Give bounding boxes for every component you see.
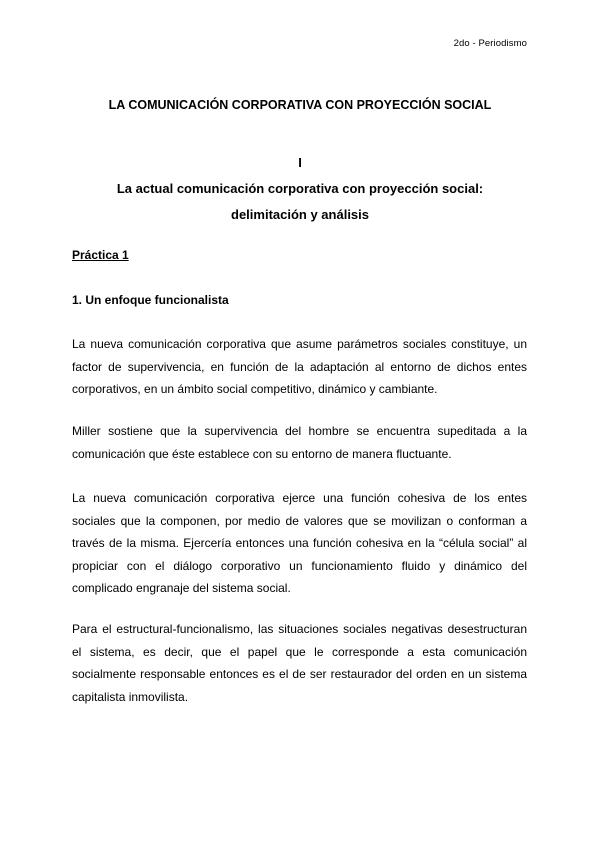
chapter-title-line-1: La actual comunicación corporativa con proyección social: bbox=[116, 181, 484, 196]
header-note: 2do - Periodismo bbox=[453, 38, 527, 49]
paragraph: La nueva comunicación corporativa ejerce una función cohesiva de los entes sociales que la componen, por medio de valores que se movilizan o conforman a través de la misma. Ejercería entonces una función cohesiva en la “célula social” al propiciar con el diálogo corporativo un funcionamiento fluido y dinámico del complicado engranaje del sistema social. bbox=[72, 491, 527, 595]
paragraph: La nueva comunicación corporativa que asume parámetros sociales constituye, un factor de supervivencia, en función de la adaptación al entorno de dichos entes corporativos, en un ámbito social competitivo, dinámico y cambiante. bbox=[72, 337, 527, 396]
chapter-heading bbox=[0, 150, 600, 228]
paragraph: Para el estructural-funcionalismo, las situaciones sociales negativas desestructuran el sistema, es decir, que el papel que le corresponde a esta comunicación socialmente responsable entonces es el de ser restaurador del orden en un sistema capitalista inmovilista. bbox=[72, 622, 527, 704]
document-title: LA COMUNICACIÓN CORPORATIVA CON PROYECCIÓN SOCIAL bbox=[108, 98, 492, 112]
practice-heading: Práctica 1 bbox=[72, 248, 129, 262]
section-heading: 1. Un enfoque funcionalista bbox=[72, 293, 229, 307]
chapter-title-line-2: delimitación y análisis bbox=[231, 207, 369, 222]
chapter-numeral: I bbox=[298, 155, 302, 170]
paragraph: Miller sostiene que la supervivencia del hombre se encuentra supeditada a la comunicación que éste establece con su entorno de manera fluctuante. bbox=[72, 424, 527, 461]
